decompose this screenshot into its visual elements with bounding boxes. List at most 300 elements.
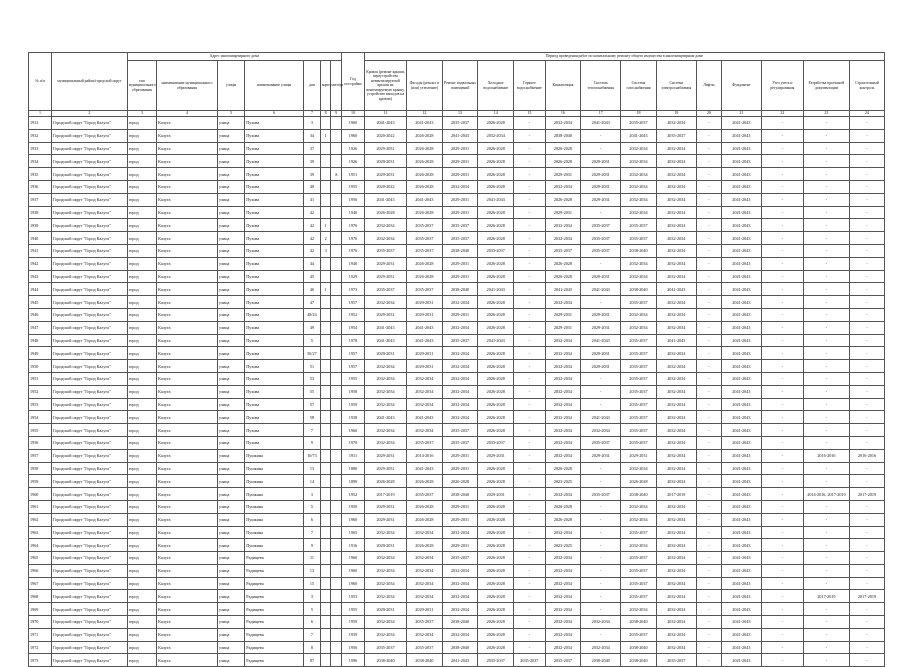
table-cell: - [761,411,803,424]
table-cell: Калуга [157,513,218,526]
table-cell: - [761,564,803,577]
table-cell: 1926 [341,155,364,168]
table-cell: 6 [304,616,321,629]
table-cell: 1890 [341,475,364,488]
table-cell: 2041-2043 [581,411,621,424]
table-cell: - [761,270,803,283]
table-cell: Калуга [157,372,218,385]
column-header: корпус [320,61,331,111]
table-cell: - [803,155,849,168]
table-cell: - [696,500,721,513]
table-cell: - [761,616,803,629]
table-cell: 87 [304,654,321,667]
table-cell: Пухова [245,296,304,309]
table-cell [331,449,342,462]
table-cell: 2032-2034 [442,296,478,309]
table-row [29,590,885,603]
table-cell: - [696,129,721,142]
table-cell [331,577,342,590]
table-cell: 2029-2031 [365,142,407,155]
table-cell: город [127,206,156,219]
table-cell: 2035-2037 [621,424,657,437]
table-cell: 2035-2037 [407,641,443,654]
table-cell: 2026-2028 [365,206,407,219]
table-cell: - [696,552,721,565]
table-cell: - [803,129,849,142]
table-cell: 5 [304,500,321,513]
table-cell: 2032-2034 [656,308,696,321]
table-cell: Калуга [157,552,218,565]
table-cell: 2035-2037 [407,244,443,257]
table-cell: 1950 [341,500,364,513]
table-cell: 2035-2037 [407,616,443,629]
table-cell: город [127,424,156,437]
table-cell: 2041-2043 [656,334,696,347]
table-cell: 7 [304,628,321,641]
table-cell: 1953 [29,398,52,411]
table-cell: Городской округ "Город Калуга" [52,462,128,475]
table-row [29,180,885,193]
table-cell: улица [217,180,244,193]
table-cell: 1952 [29,385,52,398]
table-cell: Пухова [245,372,304,385]
table-cell: 2032-2034 [545,603,581,616]
table-cell [320,398,331,411]
table-cell: - [761,360,803,373]
table-cell: - [696,244,721,257]
table-cell: 2041-2043 [721,616,761,629]
table-cell: 1947 [29,321,52,334]
table-cell: 2032-2034 [656,155,696,168]
table-cell: 2026-2028 [621,475,657,488]
table-cell [331,321,342,334]
table-cell: - [803,308,849,321]
table-cell: 1938 [341,411,364,424]
table-cell: 2026-2028 [478,398,514,411]
column-header: Кровля (ремонт крыши, переустройство невентилируемой крыши на вентилируемую крышу, устройство выходов на кровлю) [365,61,407,111]
table-cell: Радищева [245,628,304,641]
table-cell: 1996 [341,654,364,667]
column-number: 11 [365,111,407,117]
table-cell: 2041-2043 [721,552,761,565]
table-cell: 2035-2037 [621,372,657,385]
table-cell: - [514,360,546,373]
table-cell: 2032-2034 [365,628,407,641]
table-cell: город [127,129,156,142]
table-cell: Городской округ "Город Калуга" [52,321,128,334]
table-row [29,475,885,488]
table-cell: 2026-2028 [407,142,443,155]
table-cell: - [514,283,546,296]
table-cell: 2026-2028 [478,590,514,603]
table-cell: Пухова [245,385,304,398]
table-cell: улица [217,436,244,449]
table-cell: - [850,334,885,347]
table-body [29,117,885,667]
table-row [29,193,885,206]
table-cell: - [803,372,849,385]
table-cell: - [803,577,849,590]
table-cell: - [696,539,721,552]
table-cell: 46 [304,283,321,296]
table-cell: - [761,436,803,449]
table-cell: - [761,398,803,411]
table-cell: 2038-2040 [621,616,657,629]
table-cell: 34 [304,129,321,142]
table-cell: 2026-2028 [545,462,581,475]
table-cell: 2035-2037 [621,385,657,398]
table-cell: 2041-2043 [721,449,761,462]
table-cell: Калуга [157,155,218,168]
table-cell: город [127,270,156,283]
table-cell: - [803,539,849,552]
table-cell: - [696,488,721,501]
column-header: Лифты [696,61,721,111]
column-number: 15 [514,111,546,117]
table-cell: 2035-2037 [442,424,478,437]
table-cell: 58 [304,411,321,424]
table-cell: 2032-2034 [656,564,696,577]
table-cell: 1956 [341,193,364,206]
table-cell: - [514,168,546,181]
table-row [29,385,885,398]
table-cell: - [761,500,803,513]
table-cell: - [514,308,546,321]
table-cell: 2026-2028 [365,475,407,488]
table-cell: - [514,244,546,257]
table-cell: 2035-2037 [407,283,443,296]
table-cell: город [127,232,156,245]
table-cell: Калуга [157,603,218,616]
table-cell: - [514,436,546,449]
table-cell: 2035-2037 [621,590,657,603]
table-cell: 1960 [341,577,364,590]
table-cell: 2041-2043 [721,296,761,309]
table-cell: улица [217,270,244,283]
table-cell: - [761,155,803,168]
column-header: Система электроснабжения [656,61,696,111]
table-cell: улица [217,603,244,616]
table-cell: 2035-2037 [514,654,546,667]
table-cell: - [850,552,885,565]
table-cell: 2041-2043 [721,117,761,130]
table-cell [320,193,331,206]
table-cell: улица [217,513,244,526]
table-cell: улица [217,449,244,462]
table-cell: 3 [304,590,321,603]
table-cell: - [514,564,546,577]
table-cell: 2035-2037 [621,411,657,424]
table-cell: - [696,308,721,321]
table-cell [331,475,342,488]
table-cell: 2029-2031 [442,206,478,219]
table-cell: - [761,296,803,309]
table-cell: 2038-2040 [621,283,657,296]
column-number: 19 [656,111,696,117]
column-number: 12 [407,111,443,117]
table-cell: 2029-2031 [621,449,657,462]
table-cell: - [850,283,885,296]
table-cell: Калуга [157,628,218,641]
column-header: Разработка проектной документации [803,61,849,111]
table-cell: 11 [304,552,321,565]
table-cell [331,539,342,552]
column-header: литера [331,61,342,111]
table-cell: город [127,500,156,513]
table-cell [331,641,342,654]
table-cell: - [514,117,546,130]
table-cell: улица [217,193,244,206]
table-cell: - [850,270,885,283]
table-cell: 2032-2034 [407,372,443,385]
table-cell: город [127,142,156,155]
table-cell: 2032-2034 [621,180,657,193]
table-cell: 2032-2034 [656,219,696,232]
table-cell: 2029-2031 [365,155,407,168]
table-cell: 2032-2034 [621,308,657,321]
table-cell: 2038-2040 [621,654,657,667]
table-cell: улица [217,628,244,641]
table-cell: - [761,462,803,475]
table-cell: - [696,232,721,245]
table-cell: 2032-2034 [656,193,696,206]
table-cell: 2032-2034 [656,590,696,603]
table-row [29,283,885,296]
table-cell: Калуга [157,360,218,373]
table-cell: 2026-2028 [545,513,581,526]
table-cell: - [696,257,721,270]
table-cell: 2032-2034 [656,424,696,437]
table-cell: - [850,360,885,373]
table-cell: город [127,155,156,168]
table-cell: - [803,347,849,360]
table-cell: Городской округ "Город Калуга" [52,526,128,539]
table-cell: улица [217,219,244,232]
table-cell [331,462,342,475]
table-cell: - [696,155,721,168]
table-cell: Городской округ "Город Калуга" [52,219,128,232]
table-cell: 2026-2028 [478,424,514,437]
table-row [29,616,885,629]
table-cell: 1965 [341,526,364,539]
table-cell: 2032-2034 [656,232,696,245]
table-cell: - [514,475,546,488]
table-cell: 2032-2034 [407,628,443,641]
table-cell: Пухова [245,155,304,168]
table-cell: 2026-2028 [478,539,514,552]
table-cell: Городской округ "Город Калуга" [52,155,128,168]
table-cell: 2029-2031 [407,347,443,360]
table-cell: 2032-2034 [545,628,581,641]
table-cell: 51 [304,360,321,373]
table-cell [331,616,342,629]
table-cell: 2026-2028 [407,513,443,526]
table-cell: 2026-2028 [407,129,443,142]
table-cell: 2029-2031 [407,308,443,321]
table-cell: - [514,500,546,513]
table-cell: 2032-2034 [442,526,478,539]
table-cell: 1967 [29,577,52,590]
table-cell: 3 [320,244,331,257]
table-cell: Калуга [157,424,218,437]
table-cell: Пушкина [245,462,304,475]
table-cell: 42 [304,232,321,245]
table-cell: 2032-2034 [656,513,696,526]
table-cell: улица [217,500,244,513]
table-cell: 2035-2037 [621,577,657,590]
table-cell: 2014-2016, 2017-2019 [803,488,849,501]
table-cell: Калуга [157,577,218,590]
table-cell: 2017-2019 [850,590,885,603]
table-cell: 2041-2043 [407,193,443,206]
table-cell: 1972 [29,641,52,654]
table-cell [320,117,331,130]
table-cell: 2032-2034 [407,424,443,437]
table-cell: - [696,577,721,590]
table-cell: Городской округ "Город Калуга" [52,475,128,488]
table-cell [320,334,331,347]
table-cell: Калуга [157,168,218,181]
table-cell: 2035-2037 [621,296,657,309]
table-cell: 2026-2028 [478,360,514,373]
table-cell: 2032-2034 [545,180,581,193]
table-cell: 2035-2037 [581,488,621,501]
table-cell: 2032-2034 [365,526,407,539]
table-cell: 1880 [341,462,364,475]
table-cell: 2032-2034 [581,424,621,437]
table-cell: 2032-2034 [545,219,581,232]
table-cell: 47 [304,296,321,309]
table-cell: Городской округ "Город Калуга" [52,628,128,641]
table-cell: - [696,628,721,641]
table-cell: Городской округ "Город Калуга" [52,500,128,513]
table-cell: - [581,206,621,219]
table-cell: - [761,257,803,270]
table-cell: 2041-2043 [721,436,761,449]
table-row [29,500,885,513]
table-cell: 2029-2031 [581,193,621,206]
table-cell: 2026-2028 [545,193,581,206]
table-cell: Городской округ "Город Калуга" [52,552,128,565]
table-cell: - [581,257,621,270]
table-cell [320,296,331,309]
table-cell: 1959 [341,398,364,411]
table-cell: 2026-2028 [407,180,443,193]
table-cell: 2041-2043 [721,603,761,616]
table-cell: 2029-2031 [581,347,621,360]
table-cell: улица [217,117,244,130]
table-cell: - [514,232,546,245]
table-cell [331,628,342,641]
table-cell: Пухова [245,244,304,257]
table-cell: улица [217,347,244,360]
table-cell: 2032-2034 [442,628,478,641]
table-cell: Городской округ "Город Калуга" [52,168,128,181]
column-header: Ремонт подвальных помещений [442,61,478,111]
table-cell: - [696,168,721,181]
table-cell: - [696,193,721,206]
table-cell: 2041-2043 [581,334,621,347]
table-cell: Пухова [245,142,304,155]
table-cell: 15 [304,577,321,590]
table-cell: - [803,616,849,629]
table-cell: 2032-2034 [407,590,443,603]
table-cell: - [514,641,546,654]
table-cell: Городской округ "Город Калуга" [52,603,128,616]
table-cell: - [761,283,803,296]
table-cell: 2032-2034 [656,603,696,616]
table-cell [331,257,342,270]
table-cell: 2032-2034 [365,424,407,437]
table-cell: Пухова [245,398,304,411]
table-cell: Пушкина [245,488,304,501]
table-cell: Городской округ "Город Калуга" [52,232,128,245]
table-cell: 2026-2028 [478,206,514,219]
table-cell: - [850,155,885,168]
table-cell: - [696,513,721,526]
table-cell: 2041-2043 [581,117,621,130]
table-cell: улица [217,539,244,552]
column-number: 9 [331,111,342,117]
table-cell: город [127,526,156,539]
table-cell: город [127,168,156,181]
table-cell [331,436,342,449]
column-header: № п/п [29,53,52,111]
table-cell [320,270,331,283]
table-cell: Городской округ "Город Калуга" [52,129,128,142]
table-cell: Пухова [245,308,304,321]
table-cell: - [850,117,885,130]
table-cell: 2032-2034 [365,564,407,577]
table-cell: 2038-2040 [365,654,407,667]
table-cell: 2041-2043 [721,500,761,513]
table-cell: 2041-2043 [442,654,478,667]
table-cell: 39 [304,155,321,168]
table-row [29,270,885,283]
table-cell: 2026-2028 [478,552,514,565]
table-cell: 1962 [29,513,52,526]
table-cell: 2032-2034 [365,360,407,373]
table-cell: 2020-2022 [365,180,407,193]
table-cell: 1956 [341,641,364,654]
column-header: улицы [217,61,244,111]
table-cell: 2038-2040 [442,616,478,629]
table-cell [331,142,342,155]
table-cell [331,500,342,513]
table-cell: 2032-2034 [656,321,696,334]
table-cell: 1952 [341,488,364,501]
table-cell: Городской округ "Город Калуга" [52,257,128,270]
table-cell: - [850,436,885,449]
table-cell: - [581,526,621,539]
table-cell: 1960 [29,488,52,501]
table-cell: - [514,372,546,385]
table-cell: Пушкина [245,513,304,526]
table-cell: Калуга [157,206,218,219]
table-cell: 2029-2031 [478,488,514,501]
table-cell: - [803,398,849,411]
table-cell: 2026-2028 [478,564,514,577]
table-cell: 2041-2043 [721,321,761,334]
table-cell: 2032-2034 [656,206,696,219]
column-header: наименование улицы [245,61,304,111]
table-cell: 2029-2031 [407,603,443,616]
table-cell [331,219,342,232]
table-cell: 2032-2034 [442,411,478,424]
table-cell: 1969 [29,603,52,616]
table-cell: Городской округ "Город Калуга" [52,424,128,437]
table-cell: 2026-2028 [545,500,581,513]
